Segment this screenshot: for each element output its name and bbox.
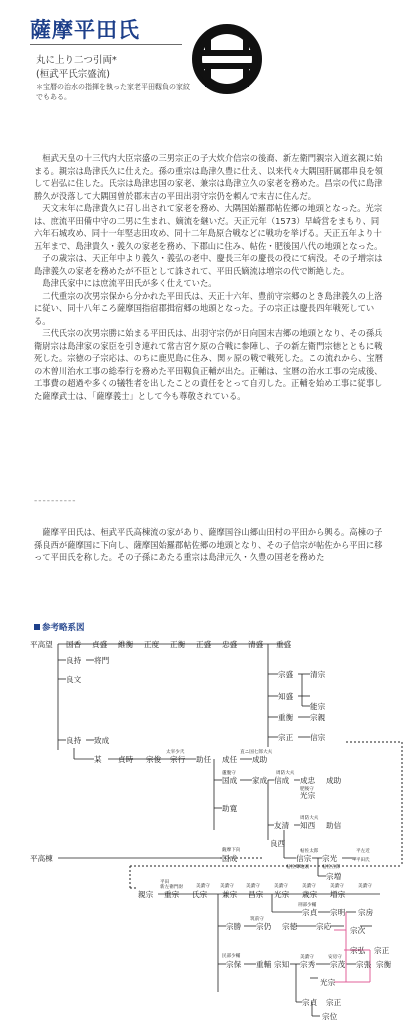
history-text-2 bbox=[34, 526, 386, 564]
crest-caption bbox=[36, 54, 117, 82]
tree-node: 兼宗 bbox=[222, 890, 238, 899]
tree-node: 宗俊 bbox=[146, 755, 162, 764]
tree-node: 清盛 bbox=[248, 640, 264, 649]
tree-note: 安房守 bbox=[328, 955, 342, 960]
tree-note: 美濃守 bbox=[196, 884, 210, 889]
tree-node: 氏宗 bbox=[192, 890, 208, 899]
tree-node: 信宗 bbox=[296, 854, 312, 863]
family-crest-icon bbox=[192, 24, 262, 94]
tree-node: 宗正 bbox=[278, 733, 294, 742]
history-text bbox=[34, 152, 386, 402]
tree-node: 助任 bbox=[196, 755, 212, 764]
crest-name: 丸に上り二つ引両* bbox=[36, 55, 117, 66]
tree-node: 昌宗 bbox=[248, 890, 264, 899]
tree-note: 直ニ国七郎大夫 bbox=[240, 750, 273, 755]
tree-node: 平高望 bbox=[30, 640, 53, 649]
tree-node: 正盛 bbox=[196, 640, 212, 649]
tree-note: 平田 bbox=[160, 880, 170, 885]
tree-node: 重宗 bbox=[164, 890, 180, 899]
tree-node: 良持 bbox=[66, 736, 82, 745]
tree-node: 知西 bbox=[300, 821, 316, 830]
tree-node: 宗正 bbox=[326, 998, 342, 1007]
crest-note: ＊宝暦の治水の指揮を執った家老平田靱負の家紋でもある。 bbox=[36, 83, 190, 101]
tree-node: 宗秀 bbox=[300, 960, 316, 969]
tree-node: 重衡 bbox=[278, 713, 294, 722]
paragraph: 天文末年に島津貴久に召し出されて家老を務め、大隅国始羅郡帖佐郷の地頭となった。光宗は、庶流平田備中守の二男に生まれ、嫡流を継いだ。天正元年（1573）早崎営をまもり、同六年石城攻め、同十一年堅志田攻め、同十二年島原合戦などに戦功を挙げる。天正五年より十五年まで、島津貴久・義久の家老を務め、下郡山に住み、帖佐・肥後国八代の地頭となった。 bbox=[34, 203, 383, 251]
tree-node: 宗勝 bbox=[226, 922, 242, 931]
tree-node: 宗親 bbox=[310, 713, 326, 722]
tree-node: 重盛 bbox=[276, 640, 292, 649]
tree-node: 貞盛 bbox=[92, 640, 108, 649]
tree-node: 良文 bbox=[66, 675, 82, 684]
tree-node: 能宗 bbox=[310, 702, 326, 711]
tree-node: 宗盛 bbox=[278, 670, 294, 679]
tree-node: 歳宗 bbox=[302, 890, 318, 899]
tree-note: 民部少輔 bbox=[222, 954, 241, 959]
tree-node: 親宗 bbox=[138, 890, 154, 899]
tree-node: 宗茂 bbox=[330, 960, 346, 969]
title-underline bbox=[30, 44, 182, 45]
paragraph: 島津氏家中には庶流平田氏が多く仕えていた。 bbox=[42, 278, 217, 288]
tree-node: 正衡 bbox=[170, 640, 186, 649]
tree-note: 周防大夫 bbox=[300, 816, 319, 821]
tree-note: 新左衛門尉 bbox=[160, 885, 183, 890]
tree-node: 宗明 bbox=[330, 908, 346, 917]
tree-node: 宗増 bbox=[326, 872, 342, 881]
tree-node: 将門 bbox=[94, 656, 110, 665]
tree-node: 宗仍 bbox=[256, 922, 272, 931]
tree-node: 良持 bbox=[66, 656, 82, 665]
tree-node: 宗保 bbox=[226, 960, 242, 969]
paragraph: 三代氏宗の次男宗勝に始まる平田氏は、出羽守宗仍が日向国末吉郷の地頭となり、その孫兵衛尉宗は島津家の家臣を引き連れて常吉宮ケ原の合戦に参陣し、子の新左衛門宗徳とともに戦死した。宗徳の子宗応は、のちに鹿児島に住み、関ヶ原の戦で戦死した。この流れから、宝暦の木曽川治水工事の総奉行を務めた平田靱負正輔が出た。正輔は、宝暦の治水工事の完成後、工事費の超過や多くの犠牲者を出したことの責任をとって自刃した。正輔を始め工事に従事した薩摩武士は、「薩摩義士」として今も尊敬されている。 bbox=[34, 328, 383, 401]
tree-node: 知盛 bbox=[278, 692, 294, 701]
tree-node: 正度 bbox=[144, 640, 160, 649]
tree-note: 美濃守 bbox=[358, 884, 372, 889]
tree-node: 家成 bbox=[252, 776, 268, 785]
tree-node: 助寛 bbox=[222, 804, 238, 813]
tree-node: 宗次 bbox=[350, 926, 366, 935]
tree-note: 帖佐五郎 bbox=[322, 865, 341, 870]
tree-note: 肥後守 bbox=[300, 787, 314, 792]
tree-note: 美濃守 bbox=[274, 884, 288, 889]
paragraph: 薩摩平田氏は、桓武平氏高棟流の家があり、薩摩国谷山郷山田村の平田から興る。高棟の子孫良西が薩摩国に下向し、薩摩国始羅郡帖佐郷の地頭となり、その子信宗が帖佐から平田に移って平田氏を称した。その子孫にあたる重宗は島津元久・久豊の国老を務めた bbox=[34, 527, 383, 562]
tree-node: 宗貞 bbox=[302, 908, 318, 917]
genealogy-tree bbox=[0, 630, 410, 1024]
page-title: 薩摩平田氏 bbox=[30, 17, 140, 42]
tree-node: 忠盛 bbox=[222, 640, 238, 649]
tree-note: 帖佐太郎 bbox=[300, 849, 319, 854]
tree-node: 国香 bbox=[66, 640, 82, 649]
tree-node: 光宗 bbox=[320, 978, 336, 987]
tree-node: 宗位 bbox=[322, 1012, 338, 1021]
paragraph: 子の歳宗は、天正年中より義久・義弘の老中、慶長三年の慶長の役にて病没。その子増宗は島津義久の家老を務めたが不臣として誅されて、平田氏嫡流は増宗の代で断絶した。 bbox=[34, 253, 383, 276]
paragraph: 二代重宗の次男宗保から分かれた平田氏は、天正十六年、豊前守宗郷のとき島津義久の上洛に従い、同十八年ころ薩摩国指宿郡揖宿郷の地頭となった。子の宗正は慶長四年戦死している。 bbox=[34, 290, 383, 326]
tree-node: 宗徳 bbox=[282, 922, 298, 931]
tree-node: 光宗 bbox=[300, 791, 316, 800]
tree-node: 宗行 bbox=[170, 755, 186, 764]
tree-node: 成忠 bbox=[300, 776, 316, 785]
tree-node: 宗張 bbox=[356, 960, 372, 969]
tree-node: 国成 bbox=[222, 854, 238, 863]
tree-node: 光宗 bbox=[274, 890, 290, 899]
tree-note: 美濃守 bbox=[300, 955, 314, 960]
tree-node: 助信 bbox=[326, 821, 342, 830]
tree-node: 信成 bbox=[274, 776, 290, 785]
tree-node: 某 bbox=[94, 755, 102, 764]
tree-note: 筑前守 bbox=[250, 917, 264, 922]
tree-note: 薩摩下向 bbox=[222, 848, 241, 853]
tree-note: 美濃守 bbox=[246, 884, 260, 889]
tree-note: 太宰少弐 bbox=[166, 750, 185, 755]
tree-note: 美濃守 bbox=[220, 884, 234, 889]
tree-note: 帖佐郷地頭 bbox=[286, 865, 309, 870]
tree-node: 成助 bbox=[326, 776, 342, 785]
tree-node: 清宗 bbox=[310, 670, 326, 679]
crest-origin: (桓武平氏宗盛流) bbox=[36, 69, 110, 80]
tree-node: 国成 bbox=[222, 776, 238, 785]
tree-node: 宗知 bbox=[274, 960, 290, 969]
tree-note: 美濃守 bbox=[302, 884, 316, 889]
paragraph: 桓武天皇の十三代内大臣宗盛の三男宗正の子大炊介信宗の後裔、新左衛門親宗入道玄親に始まる。親宗は島津氏久に仕えた。孫の重宗は島津久豊に仕え、以来代々大隅国肝属郡串良を領して岩弘に住した。氏宗は島津忠国の家老、兼宗は島津立久の家老を務めた。昌宗の代に島津勝久が没落して大隅国曽於郡末吉の平田出羽守宗仍を頼んで末吉に住んだ。 bbox=[34, 153, 383, 201]
tree-node: 宗房 bbox=[358, 908, 374, 917]
tree-node: 友清 bbox=[274, 821, 290, 830]
tree-node: 良西 bbox=[270, 839, 286, 848]
tree-node: 平高棟 bbox=[30, 854, 53, 863]
tree-note: 周防大夫 bbox=[276, 771, 295, 776]
tree-node: 信宗 bbox=[310, 733, 326, 742]
tree-note: 蘆腹守 bbox=[222, 771, 236, 776]
tree-node: 増宗 bbox=[330, 890, 346, 899]
tree-node: 宗衡 bbox=[376, 960, 392, 969]
tree-node: 成任 bbox=[222, 755, 238, 764]
tree-node: 宗応 bbox=[316, 922, 332, 931]
tree-node: 貞時 bbox=[118, 755, 134, 764]
tree-node: 成助 bbox=[252, 755, 268, 764]
genealogy-title: 参考略系図 bbox=[42, 623, 85, 633]
tree-note: 刑部少輔 bbox=[298, 903, 317, 908]
tree-node: 宗正 bbox=[374, 946, 390, 955]
section-divider: ---------- bbox=[34, 496, 77, 506]
tree-node: 致成 bbox=[94, 736, 110, 745]
tree-node: 維衡 bbox=[118, 640, 134, 649]
tree-node: 重輔 bbox=[256, 960, 272, 969]
tree-node: 宗弘 bbox=[350, 946, 366, 955]
tree-note: →平田氏 bbox=[352, 858, 370, 863]
tree-note: 美濃守 bbox=[330, 884, 344, 889]
tree-node: 宗貞 bbox=[302, 998, 318, 1007]
tree-node: 宗光 bbox=[322, 854, 338, 863]
tree-note: 平左近 bbox=[356, 849, 370, 854]
